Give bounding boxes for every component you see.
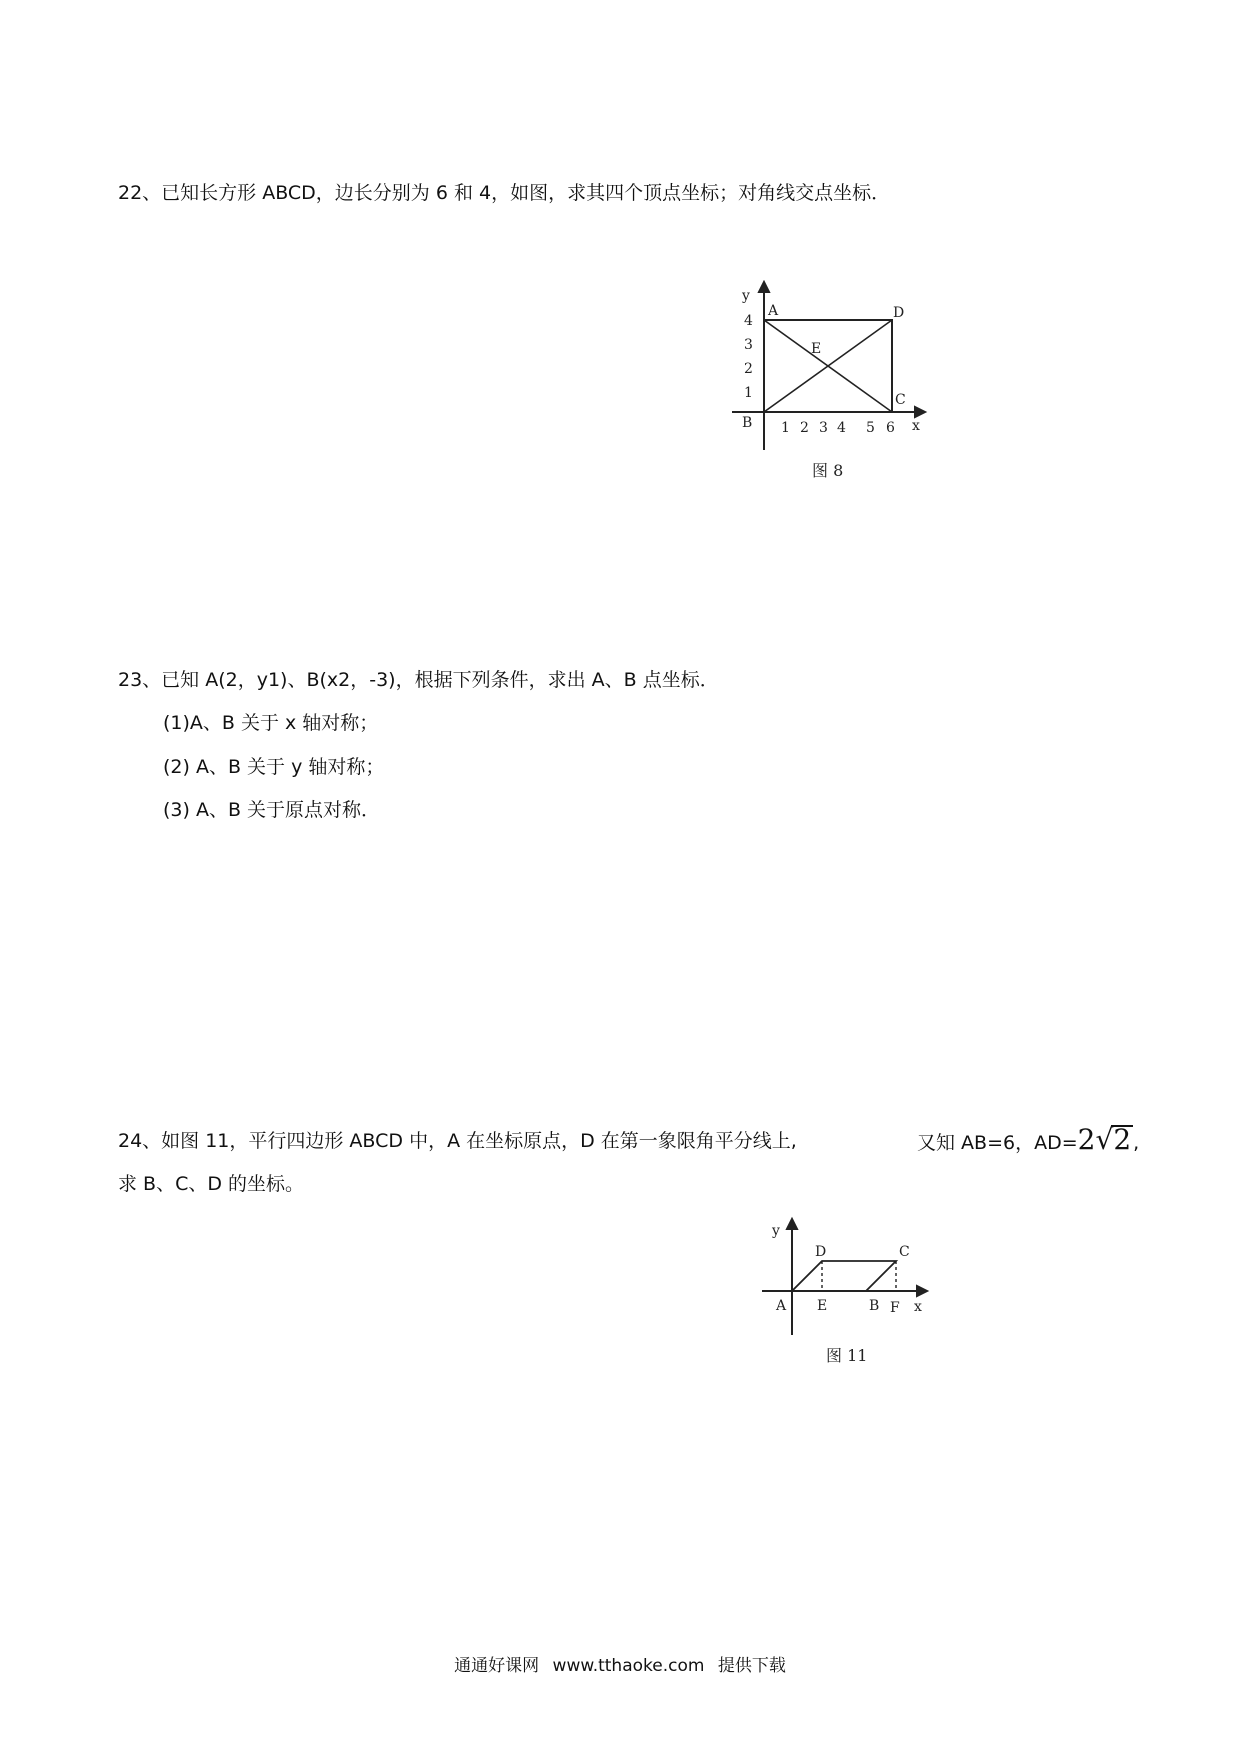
q23-text: 23、已知 A(2，y1)、B(x2，-3)，根据下列条件，求出 A、B 点坐标． — [118, 669, 719, 691]
radical-coefficient: 2 — [1077, 1123, 1096, 1156]
q24-text-b — [917, 1123, 1139, 1157]
y-axis-label: y — [772, 1223, 780, 1239]
x-tick-5: 5 — [866, 420, 875, 436]
q24-text-d: 求 B、C、D 的坐标。 — [118, 1173, 305, 1195]
point-f-label: F — [890, 1300, 900, 1316]
y-axis-arrow — [787, 1219, 797, 1229]
q23-item-2: (2) A、B 关于 y 轴对称； — [163, 756, 385, 778]
point-c-label: C — [895, 392, 906, 408]
q23-item-3: (3) A、B 关于原点对称． — [163, 799, 381, 821]
point-d-label: D — [893, 305, 905, 321]
point-a-label: A — [776, 1298, 787, 1314]
x-tick-1: 1 — [781, 420, 790, 436]
y-tick-1: 1 — [744, 385, 753, 401]
point-b-label: B — [869, 1298, 880, 1314]
radical-expression — [1078, 1123, 1134, 1156]
point-e-label: E — [817, 1298, 828, 1314]
x-axis-label: x — [912, 418, 920, 434]
point-d-label: D — [815, 1244, 827, 1260]
x-tick-4: 4 — [837, 420, 846, 436]
q24-text-c: , — [1133, 1132, 1140, 1154]
point-a-label: A — [768, 303, 779, 319]
q22-text: 22、已知长方形 ABCD，边长分别为 6 和 4，如图，求其四个顶点坐标；对角线交点坐标． — [118, 182, 891, 204]
q24-text-b-label: 又知 AB=6，AD= — [917, 1132, 1078, 1154]
point-b-label: B — [742, 415, 753, 431]
footer-suffix: 提供下载 — [717, 1656, 786, 1676]
x-axis-label: x — [914, 1299, 922, 1315]
q23-item-1: (1)A、B 关于 x 轴对称； — [163, 712, 379, 734]
page-footer — [0, 1651, 1240, 1676]
x-tick-2: 2 — [800, 420, 809, 436]
figure-11 — [752, 1215, 932, 1375]
figure-8-caption: 图 8 — [812, 461, 844, 480]
y-tick-3: 3 — [744, 337, 753, 353]
y-tick-2: 2 — [744, 361, 753, 377]
x-tick-6: 6 — [886, 420, 895, 436]
radical-sign: √ — [1095, 1123, 1114, 1156]
figure-11-caption: 图 11 — [826, 1346, 868, 1365]
parallelogram-abcd — [792, 1261, 896, 1291]
x-axis-arrow — [917, 1286, 927, 1296]
q24-text-a: 24、如图 11，平行四边形 ABCD 中，A 在坐标原点，D 在第一象限角平分线上, — [118, 1130, 797, 1152]
figure-8 — [720, 280, 930, 510]
y-tick-4: 4 — [744, 313, 753, 329]
x-tick-3: 3 — [819, 420, 828, 436]
point-e-label: E — [811, 341, 822, 357]
point-c-label: C — [899, 1244, 910, 1260]
footer-site-name: 通通好课网 — [454, 1656, 540, 1676]
x-axis-arrow — [915, 407, 925, 417]
radical-argument: 2 — [1113, 1123, 1132, 1156]
footer-url[interactable]: www.tthaoke.com — [552, 1656, 705, 1676]
y-axis-label: y — [742, 288, 750, 304]
y-axis-arrow — [759, 282, 769, 292]
